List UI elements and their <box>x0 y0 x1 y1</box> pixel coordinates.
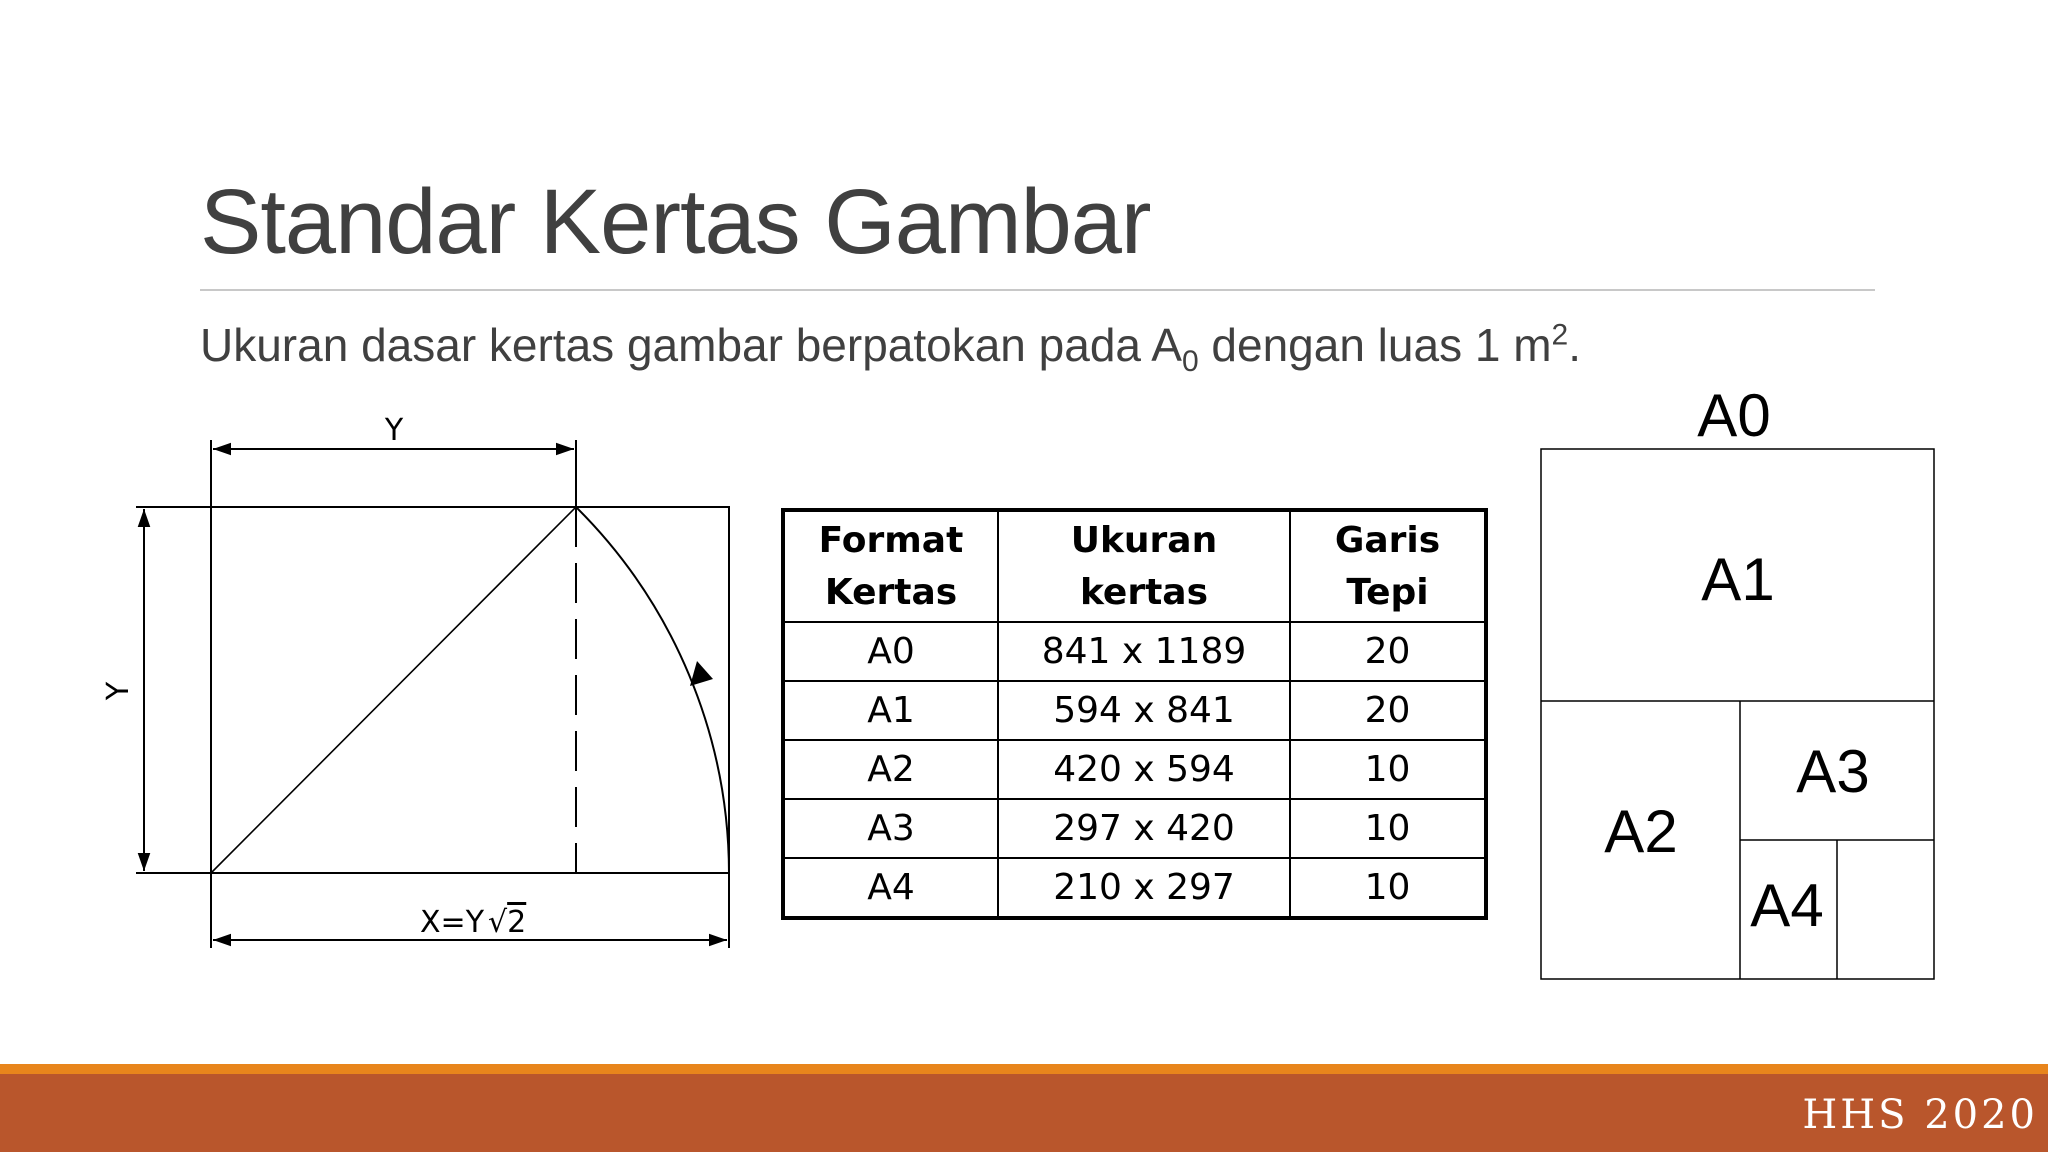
header-format: Format Kertas <box>783 510 998 622</box>
cell-format: A1 <box>783 681 998 740</box>
paper-ratio-construction-diagram <box>100 400 750 960</box>
label-a4: A4 <box>1750 872 1824 939</box>
bottom-dimension-label <box>420 905 526 940</box>
label-a0: A0 <box>1697 382 1771 449</box>
cell-margin: 10 <box>1290 799 1486 858</box>
cell-size: 420 x 594 <box>998 740 1290 799</box>
subtitle-text-before: Ukuran dasar kertas gambar berpatokan pada A <box>200 319 1182 371</box>
slide-subtitle <box>200 318 1581 379</box>
cell-size: 297 x 420 <box>998 799 1290 858</box>
bottom-label-root: 2 <box>507 905 527 940</box>
header-margin: Garis Tepi <box>1290 510 1486 622</box>
label-a3: A3 <box>1796 738 1870 805</box>
paper-subdivision-diagram <box>1530 380 1950 980</box>
footer-accent-stripe <box>0 1064 2048 1074</box>
rotation-arc <box>576 507 729 873</box>
label-a2: A2 <box>1604 798 1678 865</box>
table-row <box>783 799 1486 858</box>
cell-format: A3 <box>783 799 998 858</box>
cell-margin: 20 <box>1290 681 1486 740</box>
paper-format-table <box>781 508 1488 920</box>
cell-format: A4 <box>783 858 998 918</box>
subtitle-text-after: . <box>1568 319 1581 371</box>
cell-margin: 10 <box>1290 740 1486 799</box>
cell-format: A2 <box>783 740 998 799</box>
subtitle-text-middle: dengan luas 1 m <box>1198 319 1552 371</box>
cell-size: 841 x 1189 <box>998 622 1290 681</box>
square-diagonal <box>211 507 576 873</box>
footer-bar <box>0 1074 2048 1152</box>
paper-format-table-container <box>781 508 1488 920</box>
table-row <box>783 622 1486 681</box>
subtitle-subscript: 0 <box>1181 345 1199 379</box>
title-divider <box>200 289 1875 291</box>
table-row <box>783 740 1486 799</box>
sqrt-sign: √ <box>488 905 508 940</box>
top-dimension-label: Y <box>384 413 404 448</box>
bottom-label-prefix: X=Y <box>420 905 485 940</box>
table-row <box>783 681 1486 740</box>
subtitle-superscript: 2 <box>1551 318 1569 352</box>
left-dimension-label: Y <box>101 681 136 701</box>
slide-title: Standar Kertas Gambar <box>200 171 1151 273</box>
cell-margin: 20 <box>1290 622 1486 681</box>
cell-size: 210 x 297 <box>998 858 1290 918</box>
label-a1: A1 <box>1701 546 1775 613</box>
cell-margin: 10 <box>1290 858 1486 918</box>
cell-format: A0 <box>783 622 998 681</box>
table-row <box>783 858 1486 918</box>
footer-text: HHS 2020 <box>1802 1092 2038 1138</box>
table-header-row <box>783 510 1486 622</box>
a0-outline <box>1541 449 1934 979</box>
header-size: Ukuran kertas <box>998 510 1290 622</box>
arc-arrowhead <box>690 661 713 686</box>
cell-size: 594 x 841 <box>998 681 1290 740</box>
